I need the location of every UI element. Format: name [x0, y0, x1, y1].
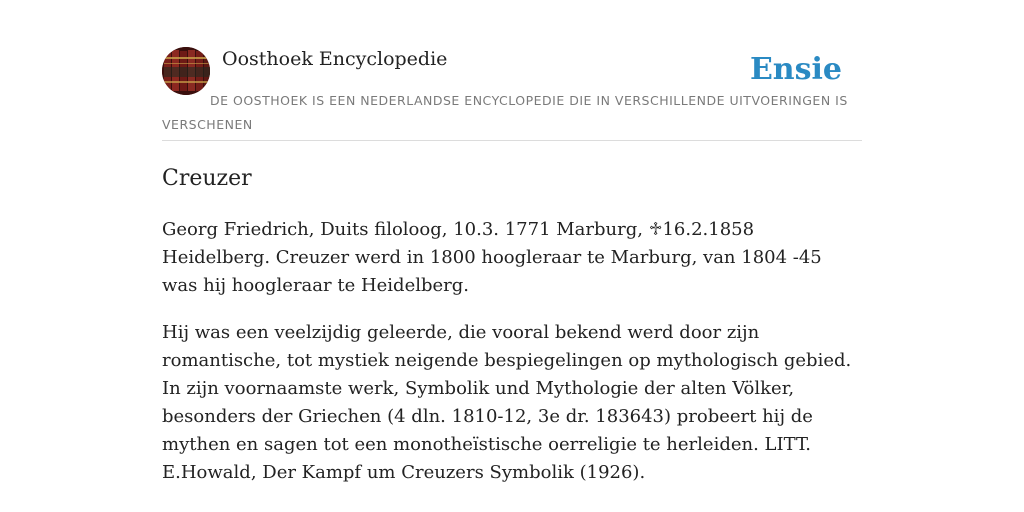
books-icon: [162, 47, 210, 95]
article-paragraph: Hij was een veelzijdig geleerde, die vooral bekend werd door zijn romantische, tot mystiek neigende bespiegelingen op mythologisch gebied. In zijn voornaamste werk, Symbolik und Mythologie der alten Völker, besonders der Griechen (4 dln. 1810-12, 3e dr. 183643) probeert hij de mythen en sagen tot een monotheïstische oerreligie te herleiden. LITT. E.Howald, Der Kampf um Creuzers Symbolik (1926).: [162, 322, 852, 483]
encyclopedia-avatar-icon[interactable]: [162, 47, 210, 95]
article: [162, 160, 862, 487]
article-title: Creuzer: [162, 166, 252, 191]
article-paragraph: Georg Friedrich, Duits filoloog, 10.3. 1771 Marburg, ♱16.2.1858 Heidelberg. Creuzer werd in 1800 hoogleraar te Marburg, van 1804 -45 was hij hoogleraar te Heidelberg.: [162, 219, 822, 296]
site-header: [162, 44, 862, 141]
site-tagline: DE OOSTHOEK IS EEN NEDERLANDSE ENCYCLOPEDIE DIE IN VERSCHILLENDE UITVOERINGEN IS VERSCHENEN: [162, 93, 848, 132]
ensie-logo[interactable]: Ensie: [749, 52, 842, 87]
site-name[interactable]: Oosthoek Encyclopedie: [222, 48, 448, 70]
